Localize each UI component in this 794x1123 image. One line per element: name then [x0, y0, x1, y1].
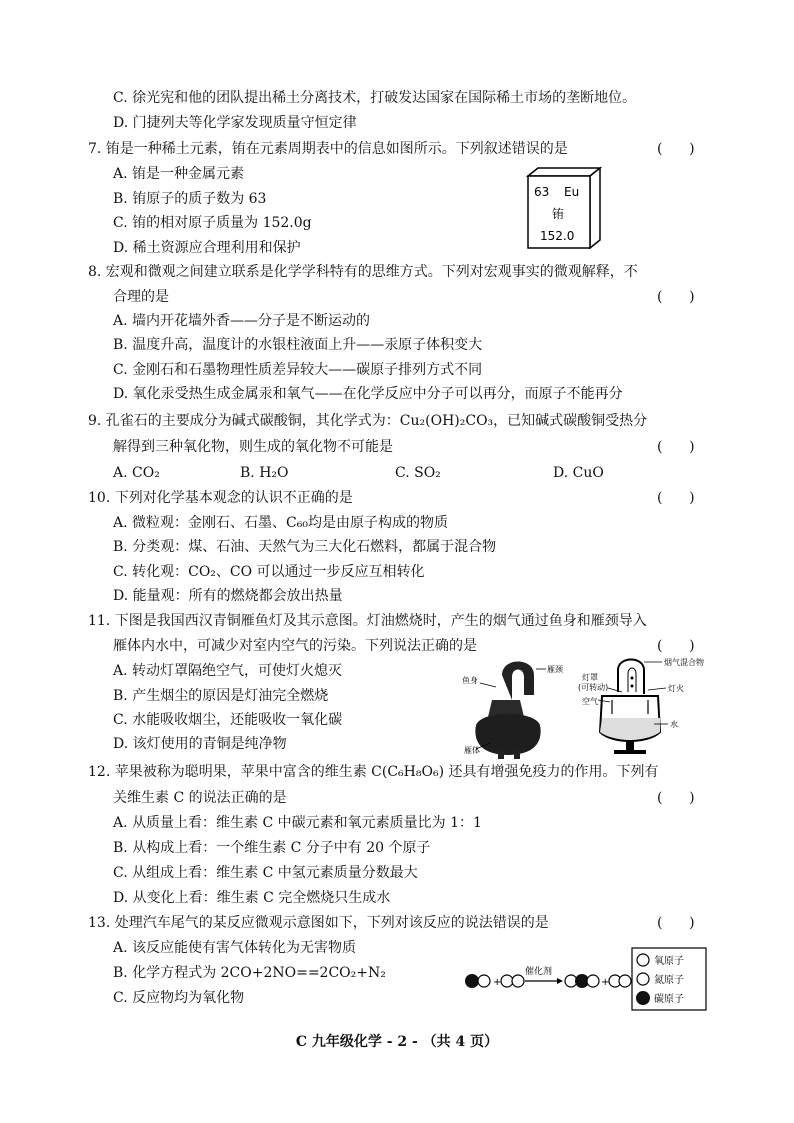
element-symbol: Eu	[564, 185, 580, 199]
plus-sign-1: +	[493, 977, 502, 988]
element-number: 63	[534, 185, 550, 199]
q11-option-a: A. 转动灯罩隔绝空气，可使灯火熄灭	[113, 663, 343, 679]
label-water: 水	[670, 720, 678, 729]
question-13: 13. 处理汽车尾气的某反应微观示意图如下，下列对该反应的说法错误的是	[88, 915, 549, 931]
legend-nitrogen: 氮原子	[654, 975, 684, 986]
q10-option-b: B. 分类观：煤、石油、天然气为三大化石燃料，都属于混合物	[113, 539, 497, 555]
q9-option-a: A. CO₂	[113, 465, 160, 481]
q13-option-b: B. 化学方程式为 2CO+2NO==2CO₂+N₂	[113, 965, 386, 981]
question-12: 12. 苹果被称为聪明果，苹果中富含的维生素 C(C₆H₈O₆) 还具有增强免疫力的作用。下列有	[88, 764, 659, 780]
label-goose-neck: 雁颈	[547, 665, 563, 674]
q10-option-a: A. 微粒观：金刚石、石墨、C₆₀均是由原子构成的物质	[113, 515, 448, 531]
q8-option-c: C. 金刚石和石墨物理性质差异较大——碳原子排列方式不同	[113, 362, 483, 378]
plus-sign-2: +	[601, 977, 610, 988]
element-card-figure	[520, 166, 604, 250]
question-9-cont: 解得到三种氧化物，则生成的氧化物不可能是	[113, 439, 393, 455]
q8-option-d: D. 氧化汞受热生成金属汞和氧气——在化学反应中分子可以再分，而原子不能再分	[113, 386, 623, 402]
q7-option-a: A. 铕是一种金属元素	[113, 166, 245, 182]
question-11: 11. 下图是我国西汉青铜雁鱼灯及其示意图。灯油燃烧时，产生的烟气通过鱼身和雁颈导入	[88, 613, 647, 629]
answer-bracket-8: ( )	[657, 289, 695, 305]
q7-option-d: D. 稀土资源应合理利用和保护	[113, 240, 301, 256]
answer-bracket-7: ( )	[657, 141, 695, 157]
q9-option-b: B. H₂O	[240, 465, 289, 481]
bronze-lamp-photo	[462, 655, 572, 760]
q10-option-d: D. 能量观：所有的燃烧都会放出热量	[113, 588, 343, 604]
q8-option-b: B. 温度升高，温度计的水银柱液面上升——汞原子体积变大	[113, 337, 483, 353]
question-8-cont: 合理的是	[113, 289, 169, 305]
q9-option-c: C. SO₂	[395, 465, 441, 481]
q11-option-d: D. 该灯使用的青铜是纯净物	[113, 736, 287, 752]
q7-option-c: C. 铕的相对原子质量为 152.0g	[113, 215, 312, 231]
answer-bracket-9: ( )	[657, 439, 695, 455]
label-flame: 灯火	[668, 684, 684, 693]
answer-bracket-11: ( )	[657, 638, 695, 654]
page-footer: C 九年级化学 - 2 - （共 4 页）	[295, 1034, 499, 1050]
lamp-schematic	[578, 652, 718, 762]
q12-option-d: D. 从变化上看：维生素 C 完全燃烧只生成水	[113, 890, 391, 906]
q9-options	[0, 463, 794, 483]
question-9: 9. 孔雀石的主要成分为碱式碳酸铜，其化学式为：Cu₂(OH)₂CO₃，已知碱式碳酸铜受热分	[88, 413, 648, 429]
q8-option-a: A. 墙内开花墙外香——分子是不断运动的	[113, 313, 371, 329]
label-air: 空气	[582, 697, 598, 706]
q12-option-c: C. 从组成上看：维生素 C 中氢元素质量分数最大	[113, 865, 418, 881]
q12-option-a: A. 从质量上看：维生素 C 中碳元素和氧元素质量比为 1：1	[113, 815, 482, 831]
question-10: 10. 下列对化学基本观念的认识不正确的是	[88, 490, 353, 506]
label-goose-body: 雁体	[464, 746, 480, 755]
q11-option-b: B. 产生烟尘的原因是灯油完全燃烧	[113, 688, 329, 704]
label-lampshade: 灯罩	[582, 673, 598, 682]
label-rotatable: (可转动)	[578, 683, 609, 692]
answer-bracket-13: ( )	[657, 915, 695, 931]
q13-option-a: A. 该反应能使有害气体转化为无害物质	[113, 940, 357, 956]
question-7: 7. 铕是一种稀土元素，铕在元素周期表中的信息如图所示。下列叙述错误的是	[88, 141, 568, 157]
label-smoke-mixture: 烟气混合物	[664, 658, 704, 667]
label-fish-body: 鱼身	[462, 676, 478, 685]
answer-bracket-10: ( )	[657, 490, 695, 506]
legend-oxygen: 氧原子	[654, 956, 684, 967]
q13-option-c: C. 反应物均为氧化物	[113, 990, 245, 1006]
question-12-cont: 关维生素 C 的说法正确的是	[113, 790, 287, 806]
q9-option-d: D. CuO	[553, 465, 604, 481]
answer-bracket-12: ( )	[657, 790, 695, 806]
q11-option-c: C. 水能吸收烟尘，还能吸收一氧化碳	[113, 712, 343, 728]
prev-option-d: D. 门捷列夫等化学家发现质量守恒定律	[113, 115, 357, 131]
catalyst-label: 催化剂	[525, 967, 553, 977]
q7-option-b: B. 铕原子的质子数为 63	[113, 191, 267, 207]
q12-option-b: B. 从构成上看：一个维生素 C 分子中有 20 个原子	[113, 840, 431, 856]
element-name: 铕	[552, 207, 565, 221]
element-mass: 152.0	[540, 229, 575, 243]
legend-carbon: 碳原子	[654, 994, 684, 1005]
q10-option-c: C. 转化观：CO₂、CO 可以通过一步反应互相转化	[113, 564, 425, 580]
question-11-cont: 雁体内水中，可减少对室内空气的污染。下列说法正确的是	[113, 638, 477, 654]
reaction-diagram	[462, 944, 710, 1014]
question-8: 8. 宏观和微观之间建立联系是化学学科特有的思维方式。下列对宏观事实的微观解释，不	[88, 264, 638, 280]
prev-option-c: C. 徐光宪和他的团队提出稀土分离技术，打破发达国家在国际稀土市场的垄断地位。	[113, 90, 637, 106]
